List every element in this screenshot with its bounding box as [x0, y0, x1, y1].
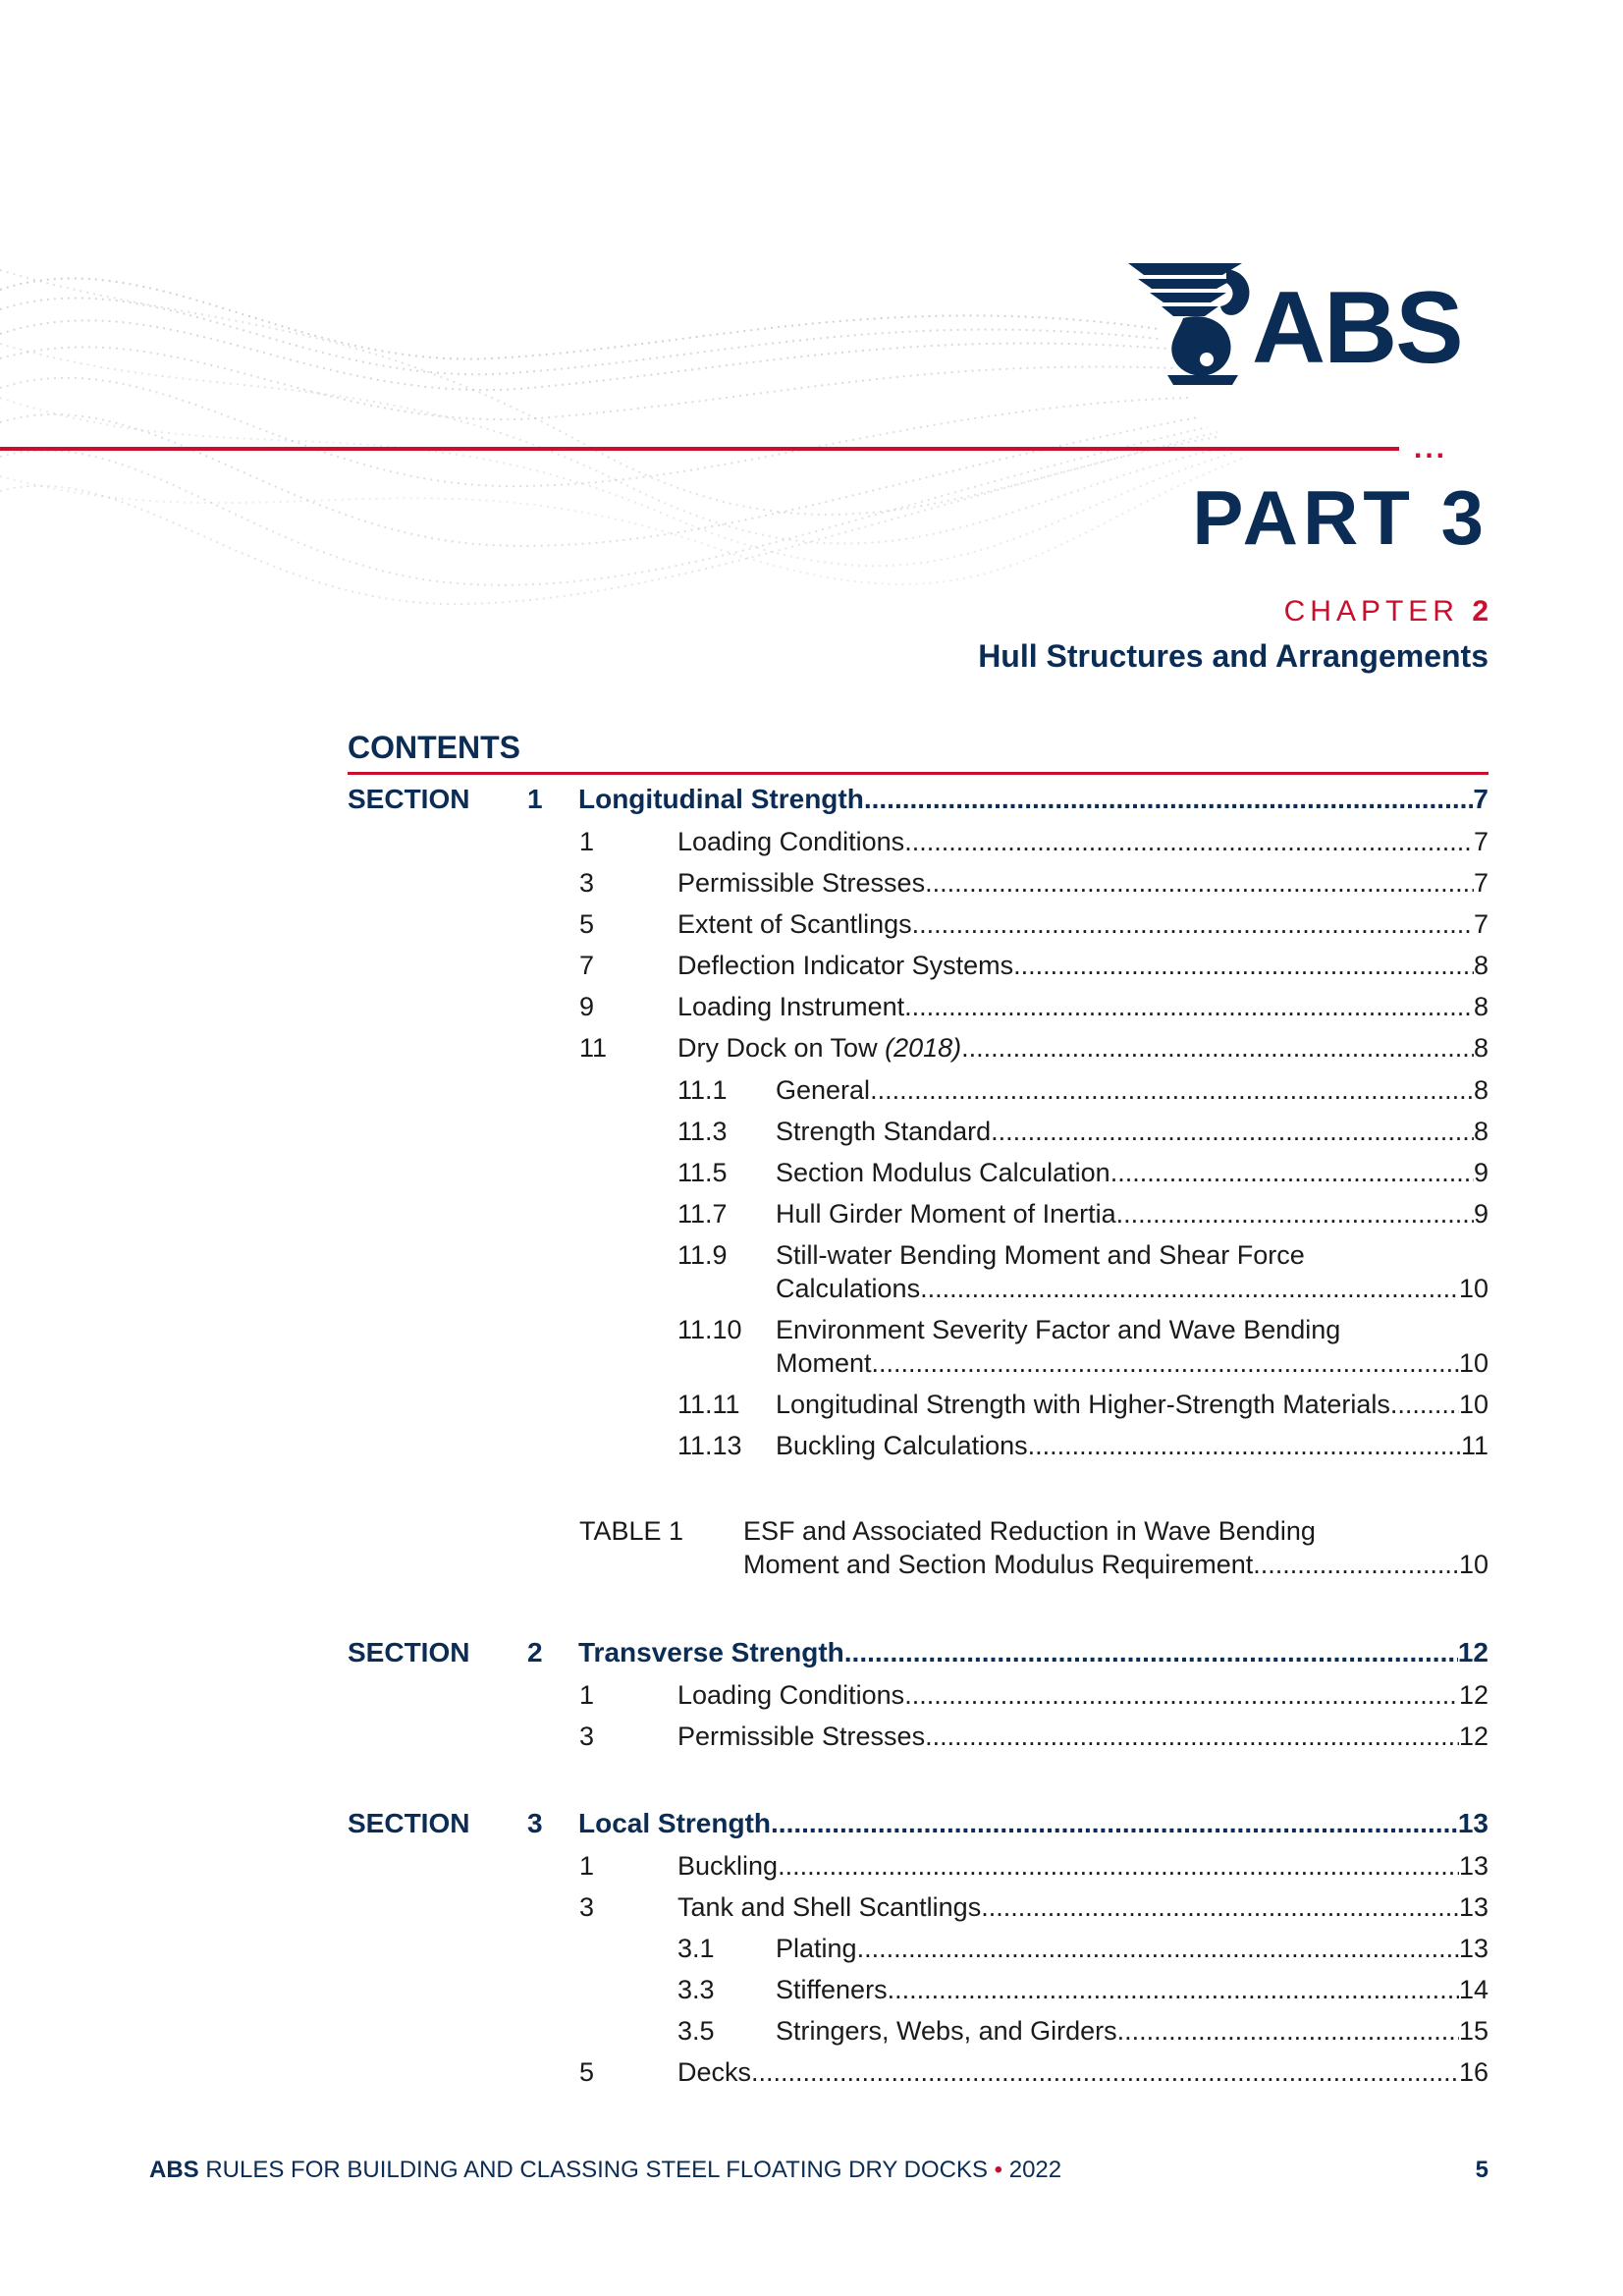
- section-1-subitem-11-11-number: 11.11: [677, 1390, 740, 1419]
- section-2-item-1-number: 1: [579, 1680, 595, 1710]
- section-1-subitem-11-10-cont: [776, 1346, 1488, 1380]
- section-1-item-1-dot-leader: [904, 825, 1474, 858]
- section-3-label: SECTION: [348, 1808, 470, 1838]
- section-3-subitem-3-5-title: Stringers, Webs, and Girders: [776, 2016, 1117, 2046]
- section-2-item-1-dot-leader: [904, 1678, 1459, 1712]
- section-1-page: 7: [1473, 784, 1488, 814]
- section-3-item-5: [579, 2055, 1488, 2089]
- section-1-subitem-11-9-number: 11.9: [677, 1240, 728, 1270]
- section-1-heading: [348, 783, 1488, 818]
- section-1-item-5-page: 7: [1473, 909, 1488, 939]
- section-1-subitem-11-13-page: 11: [1460, 1431, 1488, 1460]
- section-1-item-9-page: 8: [1473, 992, 1488, 1021]
- section-3-item-1-leader[interactable]: [677, 1849, 1488, 1883]
- section-3-item-1-page: 13: [1458, 1851, 1488, 1881]
- table-1-title-line1: ESF and Associated Reduction in Wave Bending: [743, 1516, 1316, 1546]
- section-1-subitem-11-11: [677, 1388, 1488, 1421]
- section-1-item-5-number: 5: [579, 909, 595, 939]
- section-3-subitem-3-5: [677, 2014, 1488, 2048]
- section-3-subitem-3-5-page: 15: [1458, 2016, 1488, 2046]
- table-1-dot-leader: [1253, 1548, 1459, 1581]
- section-3-number: 3: [527, 1808, 543, 1838]
- contents-rule: [348, 772, 1488, 775]
- section-3-item-1-number: 1: [579, 1851, 595, 1881]
- section-3-subitem-3-1-dot-leader: [857, 1932, 1459, 1965]
- section-1-item-11-dot-leader: [961, 1031, 1474, 1065]
- section-2-item-3: [579, 1720, 1488, 1753]
- chapter-word: CHAPTER: [1283, 595, 1459, 628]
- section-1-subitem-11-11-dot-leader: [1390, 1388, 1459, 1421]
- section-3-dot-leader: [771, 1807, 1458, 1840]
- table-1-cont: [743, 1548, 1488, 1581]
- section-1-subitem-11-13-title: Buckling Calculations: [776, 1431, 1028, 1460]
- section-2-item-1-page: 12: [1458, 1680, 1488, 1710]
- section-3-item-3-title: Tank and Shell Scantlings: [677, 1892, 982, 1922]
- section-3-item-1-title: Buckling: [677, 1851, 779, 1881]
- section-1-subitem-11-9-page: 10: [1458, 1274, 1488, 1303]
- section-1-subitem-11-10-page: 10: [1458, 1348, 1488, 1378]
- section-3-item-5-leader[interactable]: [677, 2055, 1488, 2089]
- section-3-subitem-3-5-dot-leader: [1117, 2014, 1459, 2048]
- section-1-subitem-11-13-leader[interactable]: [776, 1429, 1488, 1462]
- section-3-subitem-3-5-number: 3.5: [677, 2016, 715, 2046]
- section-1-item-7-title: Deflection Indicator Systems: [677, 951, 1014, 980]
- section-1-item-9-dot-leader: [904, 990, 1474, 1023]
- section-1-subitem-11-3-page: 8: [1473, 1117, 1488, 1146]
- section-1-subitem-11-7-leader[interactable]: [776, 1197, 1488, 1230]
- section-2-page: 12: [1457, 1637, 1488, 1667]
- section-1-subitem-11-1-page: 8: [1473, 1075, 1488, 1105]
- section-1-item-7: [579, 949, 1488, 982]
- chapter-label: [1284, 597, 1488, 627]
- table-1-title: Moment and Section Modulus Requirement: [743, 1550, 1254, 1579]
- section-1-item-7-number: 7: [579, 951, 595, 980]
- section-1-subitem-11-9-title: Calculations: [776, 1274, 921, 1303]
- section-3-item-3: [579, 1890, 1488, 1924]
- section-1-subitem-11-7-page: 9: [1473, 1199, 1488, 1229]
- section-1-subitem-11-11-leader[interactable]: [776, 1388, 1488, 1421]
- section-1-subitem-11-1-title: General: [776, 1075, 871, 1105]
- section-3-item-5-page: 16: [1458, 2057, 1488, 2087]
- section-1-item-3-title: Permissible Stresses: [677, 868, 926, 898]
- section-3-subitem-3-1-page: 13: [1458, 1934, 1488, 1963]
- section-1-subitem-11-7-number: 11.7: [677, 1199, 728, 1229]
- section-1-item-3-leader[interactable]: [677, 866, 1488, 900]
- section-1-item-3: [579, 866, 1488, 900]
- footer-text: RULES FOR BUILDING AND CLASSING STEEL FLOATING DRY DOCKS: [198, 2157, 995, 2183]
- section-1-subitem-11-13: [677, 1429, 1488, 1462]
- section-1-item-3-number: 3: [579, 868, 595, 898]
- section-1-item-11-year: (2018): [885, 1033, 962, 1063]
- section-1-subitem-11-13-number: 11.13: [677, 1431, 742, 1460]
- section-2-leader[interactable]: [578, 1636, 1488, 1669]
- section-3-title: Local Strength: [578, 1808, 772, 1838]
- section-3-subitem-3-1-number: 3.1: [677, 1934, 715, 1963]
- table-1-leader[interactable]: [743, 1548, 1488, 1581]
- contents-heading: CONTENTS: [348, 730, 520, 765]
- section-1-label: SECTION: [348, 784, 470, 814]
- section-3-subitem-3-1: [677, 1932, 1488, 1965]
- section-1-subitem-11-10-dot-leader: [872, 1346, 1459, 1380]
- section-1-subitem-11-5-number: 11.5: [677, 1158, 728, 1187]
- section-1-item-11-title: Dry Dock on Tow (2018): [677, 1033, 962, 1063]
- section-1-item-1-title: Loading Conditions: [677, 827, 905, 856]
- section-1-subitem-11-5-page: 9: [1473, 1158, 1488, 1187]
- section-1-item-5: [579, 907, 1488, 941]
- section-3-heading: [348, 1807, 1488, 1842]
- section-1-item-9-leader[interactable]: [677, 990, 1488, 1023]
- section-3-subitem-3-3-number: 3.3: [677, 1975, 715, 2004]
- section-1-item-5-leader[interactable]: [677, 907, 1488, 941]
- section-2-item-3-dot-leader: [925, 1720, 1459, 1753]
- section-1-subitem-11-3-leader[interactable]: [776, 1115, 1488, 1148]
- section-3-subitem-3-3: [677, 1973, 1488, 2006]
- section-3-item-5-dot-leader: [751, 2055, 1459, 2089]
- section-1-subitem-11-9-leader[interactable]: [776, 1272, 1488, 1305]
- table-1-row: [579, 1514, 1488, 1548]
- section-1-subitem-11-1: [677, 1073, 1488, 1107]
- section-2-item-3-number: 3: [579, 1722, 595, 1751]
- section-3-item-5-title: Decks: [677, 2057, 752, 2087]
- section-3-item-3-leader[interactable]: [677, 1890, 1488, 1924]
- section-2-heading: [348, 1636, 1488, 1671]
- header-red-rule: [0, 447, 1399, 451]
- section-1-subitem-11-9-cont: [776, 1272, 1488, 1305]
- section-3-item-3-dot-leader: [981, 1890, 1459, 1924]
- section-1-subitem-11-10-title: Moment: [776, 1348, 872, 1378]
- footer-year: 2022: [1002, 2157, 1062, 2183]
- section-2-item-3-leader[interactable]: [677, 1720, 1488, 1753]
- section-1-subitem-11-10-title-line1: Environment Severity Factor and Wave Bending: [776, 1315, 1341, 1344]
- section-2-item-1-leader[interactable]: [677, 1678, 1488, 1712]
- chapter-title: Hull Structures and Arrangements: [978, 638, 1488, 674]
- section-1-item-1-leader[interactable]: [677, 825, 1488, 858]
- section-3-subitem-3-5-leader[interactable]: [776, 2014, 1488, 2048]
- section-1-subitem-11-9-title-line1: Still-water Bending Moment and Shear Force: [776, 1240, 1305, 1270]
- section-2-item-1: [579, 1678, 1488, 1712]
- section-1-subitem-11-1-leader[interactable]: [776, 1073, 1488, 1107]
- section-2-item-3-page: 12: [1458, 1722, 1488, 1751]
- section-2-number: 2: [527, 1637, 543, 1667]
- section-1-subitem-11-5-title: Section Modulus Calculation: [776, 1158, 1110, 1187]
- section-1-subitem-11-10-number: 11.10: [677, 1315, 742, 1344]
- section-3-item-1-dot-leader: [778, 1849, 1459, 1883]
- section-3-page: 13: [1457, 1808, 1488, 1838]
- section-1-subitem-11-3: [677, 1115, 1488, 1148]
- section-1-item-1: [579, 825, 1488, 858]
- footer-brand: ABS: [149, 2157, 199, 2183]
- section-2-label: SECTION: [348, 1637, 470, 1667]
- section-1-item-11: [579, 1031, 1488, 1065]
- section-3-item-3-number: 3: [579, 1892, 595, 1922]
- section-1-subitem-11-3-dot-leader: [991, 1115, 1474, 1148]
- logo-wordmark: ABS: [1252, 271, 1462, 385]
- section-1-subitem-11-7: [677, 1197, 1488, 1230]
- section-1-dot-leader: [864, 783, 1474, 816]
- footer-bullet: •: [994, 2157, 1003, 2183]
- section-1-subitem-11-5-leader[interactable]: [776, 1156, 1488, 1189]
- section-1-subitem-11-1-dot-leader: [870, 1073, 1474, 1107]
- section-1-subitem-11-5: [677, 1156, 1488, 1189]
- section-3-item-5-number: 5: [579, 2057, 595, 2087]
- section-1-title: Longitudinal Strength: [578, 784, 864, 814]
- page-footer: [149, 2159, 1061, 2182]
- table-1-label: TABLE 1: [579, 1516, 684, 1546]
- section-1-subitem-11-1-number: 11.1: [677, 1075, 728, 1105]
- section-3-leader[interactable]: [578, 1807, 1488, 1840]
- section-1-item-11-page: 8: [1473, 1033, 1488, 1063]
- section-1-item-7-page: 8: [1473, 951, 1488, 980]
- section-3-subitem-3-1-title: Plating: [776, 1934, 857, 1963]
- section-1-item-7-dot-leader: [1013, 949, 1474, 982]
- section-3-subitem-3-3-page: 14: [1458, 1975, 1488, 2004]
- section-3-item-3-page: 13: [1458, 1892, 1488, 1922]
- chapter-number: 2: [1472, 595, 1488, 628]
- section-1-leader[interactable]: [578, 783, 1488, 816]
- section-1-subitem-11-3-title: Strength Standard: [776, 1117, 992, 1146]
- section-1-subitem-11-7-dot-leader: [1116, 1197, 1474, 1230]
- section-3-subitem-3-3-leader[interactable]: [776, 1973, 1488, 2006]
- section-1-item-7-leader[interactable]: [677, 949, 1488, 982]
- part-title: PART 3: [1192, 474, 1488, 561]
- section-2-title: Transverse Strength: [578, 1637, 844, 1667]
- section-1-subitem-11-13-dot-leader: [1028, 1429, 1461, 1462]
- section-1-item-9-title: Loading Instrument: [677, 992, 905, 1021]
- section-1-item-1-number: 1: [579, 827, 595, 856]
- section-1-subitem-11-9-dot-leader: [920, 1272, 1459, 1305]
- section-3-item-1: [579, 1849, 1488, 1883]
- section-2-item-1-title: Loading Conditions: [677, 1680, 905, 1710]
- section-3-subitem-3-3-dot-leader: [888, 1973, 1459, 2006]
- section-3-subitem-3-3-title: Stiffeners: [776, 1975, 888, 2004]
- header-red-dots: ...: [1414, 432, 1448, 465]
- section-1-item-3-page: 7: [1473, 868, 1488, 898]
- section-1-subitem-11-3-number: 11.3: [677, 1117, 728, 1146]
- section-1-item-5-title: Extent of Scantlings: [677, 909, 912, 939]
- section-3-subitem-3-1-leader[interactable]: [776, 1932, 1488, 1965]
- section-1-subitem-11-10: [677, 1313, 1488, 1346]
- section-1-item-3-dot-leader: [925, 866, 1474, 900]
- section-1-item-11-leader[interactable]: [677, 1031, 1488, 1065]
- section-2-item-3-title: Permissible Stresses: [677, 1722, 926, 1751]
- section-2-dot-leader: [844, 1636, 1458, 1669]
- section-1-item-11-number: 11: [579, 1033, 608, 1063]
- section-1-subitem-11-11-page: 10: [1458, 1390, 1488, 1419]
- section-1-subitem-11-9: [677, 1238, 1488, 1272]
- section-1-item-1-page: 7: [1473, 827, 1488, 856]
- section-1-subitem-11-10-leader[interactable]: [776, 1346, 1488, 1380]
- section-1-subitem-11-11-title: Longitudinal Strength with Higher-Strength Materials: [776, 1390, 1390, 1419]
- section-1-item-9-number: 9: [579, 992, 595, 1021]
- eagle-emblem-icon: [1124, 257, 1262, 395]
- section-1-subitem-11-7-title: Hull Girder Moment of Inertia: [776, 1199, 1116, 1229]
- page-number: 5: [1475, 2157, 1488, 2183]
- table-1-page: 10: [1458, 1550, 1488, 1579]
- section-1-subitem-11-5-dot-leader: [1110, 1156, 1474, 1189]
- section-1-item-9: [579, 990, 1488, 1023]
- section-1-number: 1: [527, 784, 543, 814]
- abs-logo: [1124, 257, 1488, 395]
- section-1-item-5-dot-leader: [912, 907, 1474, 941]
